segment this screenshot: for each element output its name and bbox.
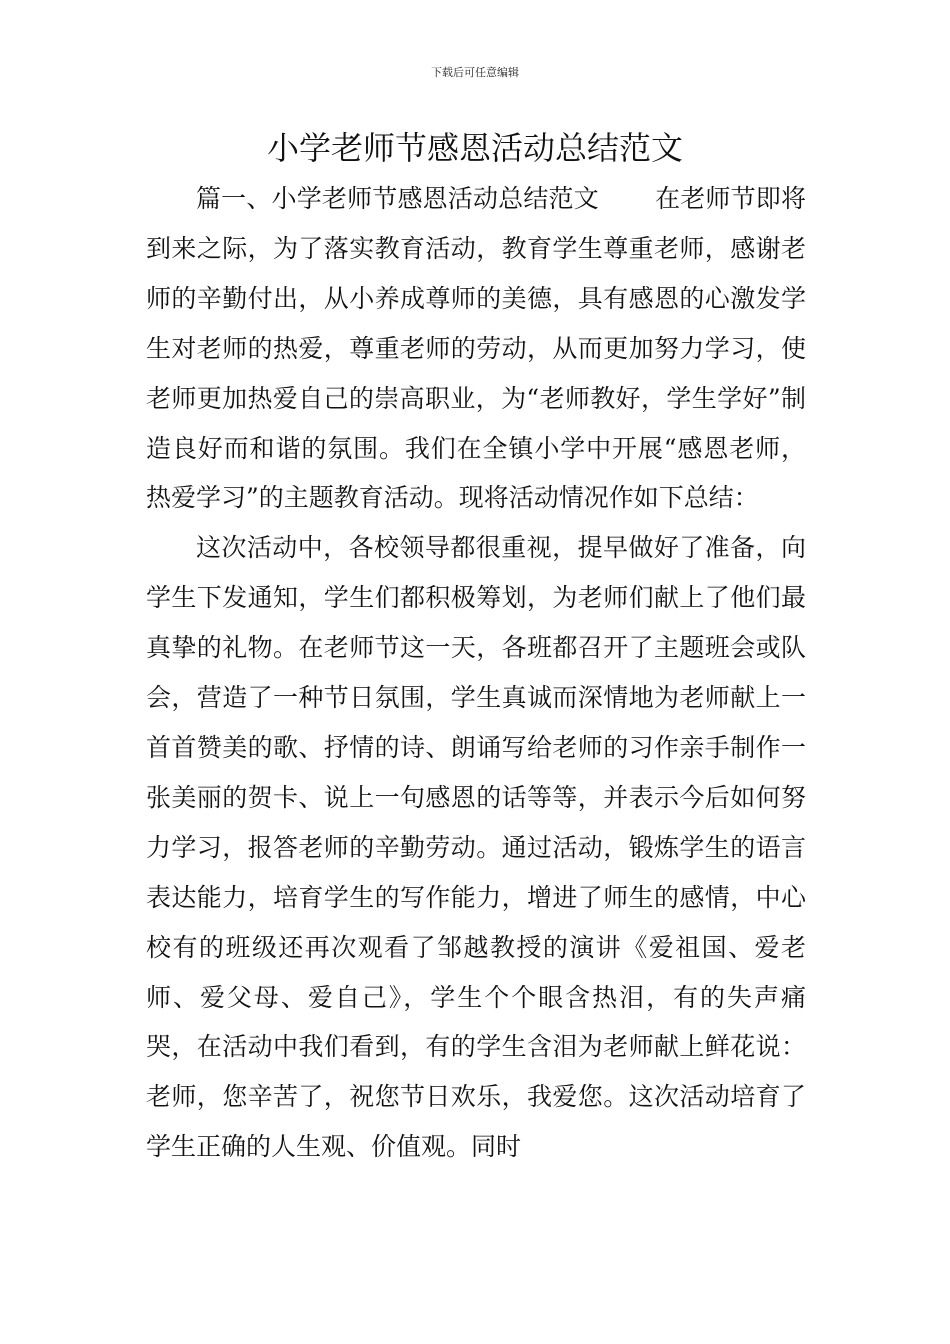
page-header-note: 下载后可任意编辑 bbox=[431, 66, 519, 79]
document-title: 小学老师节感恩活动总结范文 bbox=[266, 129, 683, 167]
paragraph-1-lead: 篇一、小学老师节感恩活动总结范文 bbox=[196, 184, 599, 213]
paragraph-1-text: 在老师节即将到来之际，为了落实教育活动，教育学生尊重老师，感谢老师的辛勤付出，从小养成尊师的美德，具有感恩的心激发学生对老师的热爱，尊重老师的劳动，从而更加努力学习，使老师更加热爱自己的崇高职业，为“老师教好，学生学好”制造良好而和谐的氛围。我们在全镇小学中开展“感恩老师，热爱学习”的主题教育活动。现将活动情况作如下总结： bbox=[146, 184, 806, 513]
document-body bbox=[146, 174, 806, 1172]
paragraph-2: 这次活动中，各校领导都很重视，提早做好了准备，向学生下发通知，学生们都积极筹划，为老师们献上了他们最真挚的礼物。在老师节这一天，各班都召开了主题班会或队会，营造了一种节日氛围，学生真诚而深情地为老师献上一首首赞美的歌、抒情的诗、朗诵写给老师的习作亲手制作一张美丽的贺卡、说上一句感恩的话等等，并表示今后如何努力学习，报答老师的辛勤劳动。通过活动，锻炼学生的语言表达能力，培育学生的写作能力，增进了师生的感情，中心校有的班级还再次观看了邹越教授的演讲《爱祖国、爱老师、爱父母、爱自己》，学生个个眼含热泪，有的失声痛哭，在活动中我们看到，有的学生含泪为老师献上鲜花说：老师，您辛苦了，祝您节日欢乐，我爱您。这次活动培育了学生正确的人生观、价值观。同时 bbox=[146, 533, 806, 1162]
paragraph-1 bbox=[146, 174, 806, 523]
